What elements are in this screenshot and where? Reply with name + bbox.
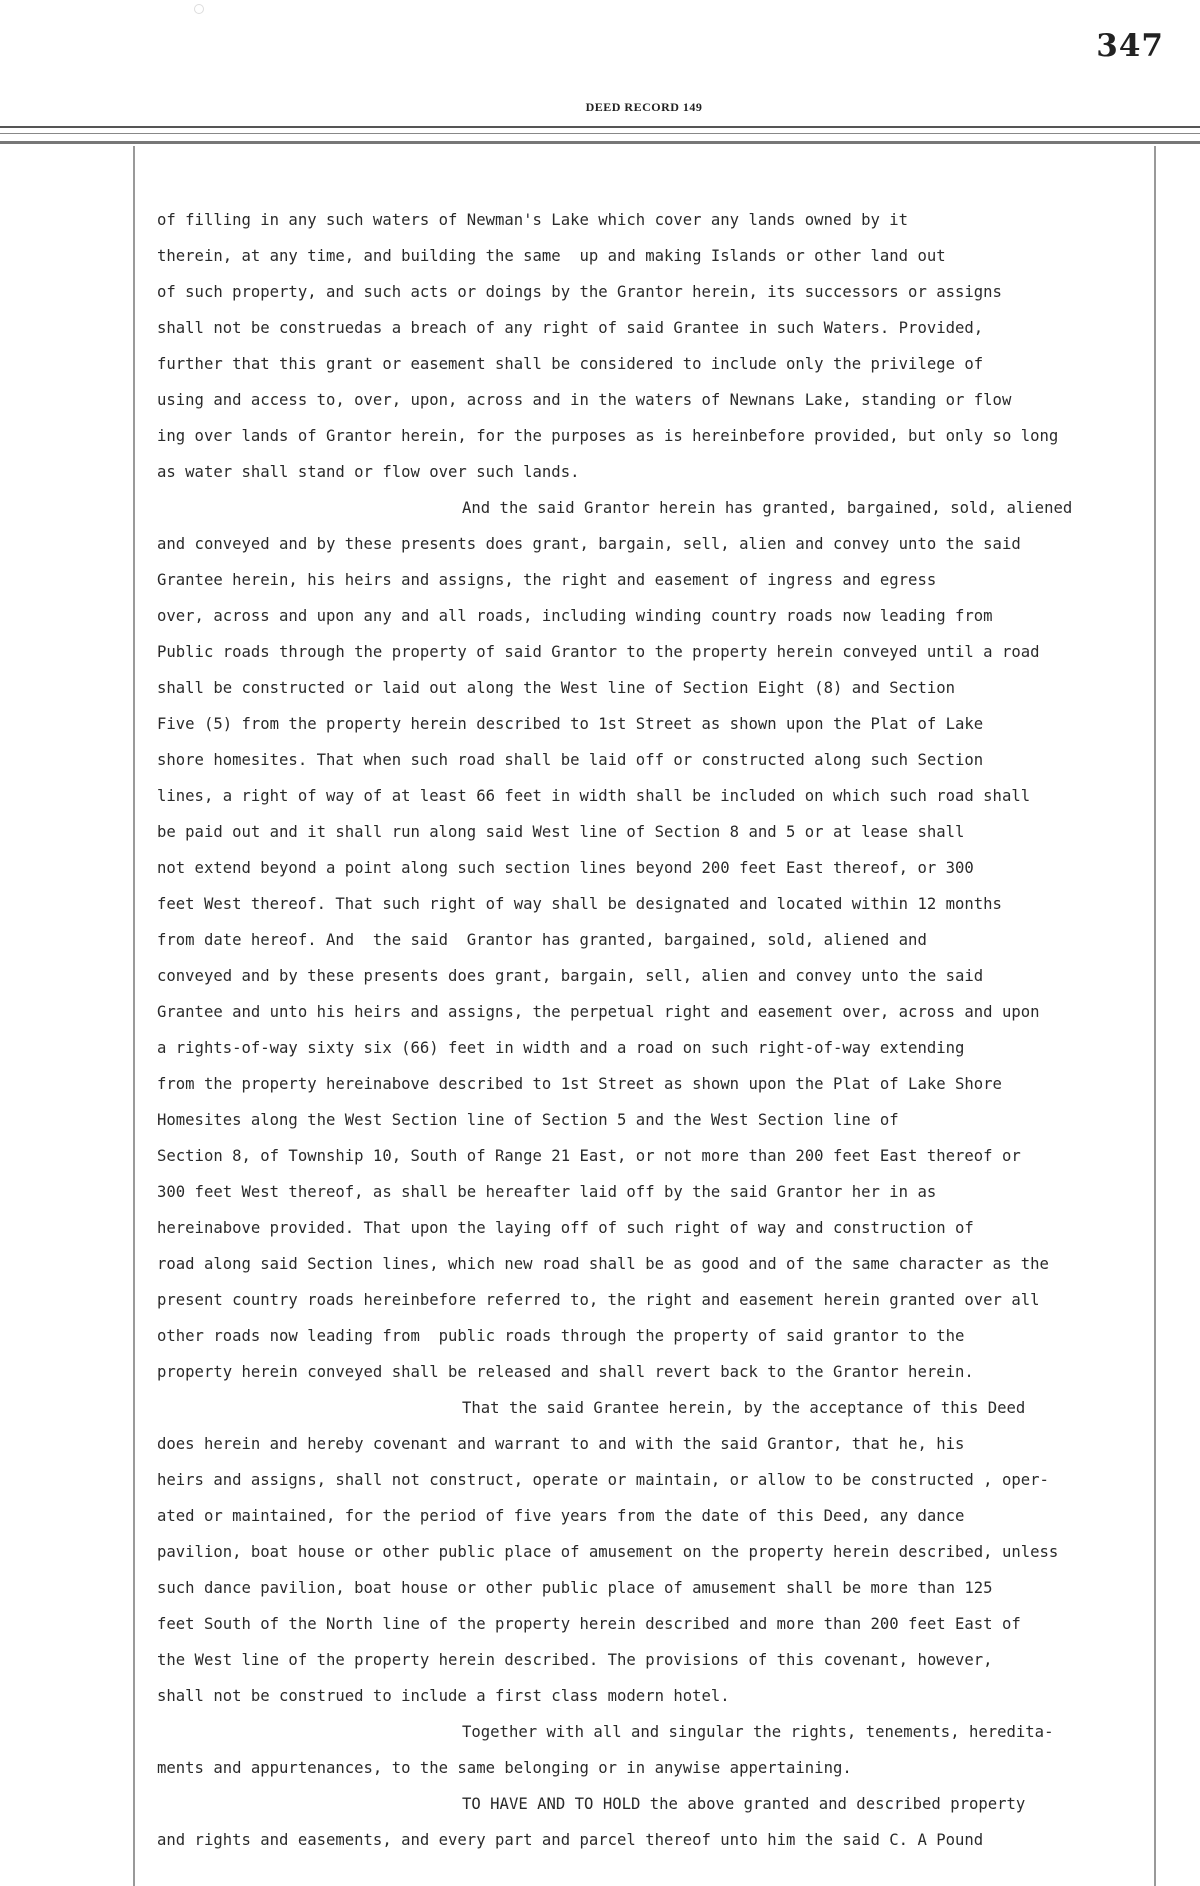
text-line: a rights-of-way sixty six (66) feet in width and a road on such right-of-way extending <box>157 1039 965 1057</box>
text-line: hereinabove provided. That upon the laying off of such right of way and construction of <box>157 1219 974 1237</box>
text-line: Together with all and singular the rights, tenements, heredita- <box>462 1723 1054 1741</box>
text-line: shall be constructed or laid out along the West line of Section Eight (8) and Section <box>157 679 955 697</box>
text-line: conveyed and by these presents does grant, bargain, sell, alien and convey unto the said <box>157 967 984 985</box>
text-line: shore homesites. That when such road shall be laid off or constructed along such Section <box>157 751 984 769</box>
left-margin-line <box>133 146 135 1886</box>
text-line: Five (5) from the property herein described to 1st Street as shown upon the Plat of Lake <box>157 715 984 733</box>
text-line: ments and appurtenances, to the same belonging or in anywise appertaining. <box>157 1759 852 1777</box>
text-line: the West line of the property herein described. The provisions of this covenant, however, <box>157 1651 993 1669</box>
text-line: be paid out and it shall run along said West line of Section 8 and 5 or at lease shall <box>157 823 965 841</box>
text-line: therein, at any time, and building the same up and making Islands or other land out <box>157 247 946 265</box>
text-line: present country roads hereinbefore referred to, the right and easement herein granted over all <box>157 1291 1040 1309</box>
text-line: road along said Section lines, which new road shall be as good and of the same character as the <box>157 1255 1049 1273</box>
page-number: 347 <box>1096 28 1164 64</box>
text-line: of filling in any such waters of Newman's Lake which cover any lands owned by it <box>157 211 909 229</box>
text-line: as water shall stand or flow over such lands. <box>157 463 580 481</box>
header-rule-middle <box>0 133 1200 134</box>
text-line: lines, a right of way of at least 66 feet in width shall be included on which such road shall <box>157 787 1031 805</box>
text-line: shall not be construedas a breach of any right of said Grantee in such Waters. Provided, <box>157 319 984 337</box>
text-line: shall not be construed to include a first class modern hotel. <box>157 1687 730 1705</box>
text-line: from date hereof. And the said Grantor has granted, bargained, sold, aliened and <box>157 931 927 949</box>
text-line: and rights and easements, and every part and parcel thereof unto him the said C. A Pound <box>157 1831 984 1849</box>
text-line: such dance pavilion, boat house or other public place of amusement shall be more than 125 <box>157 1579 993 1597</box>
deed-body-text <box>157 202 1187 1858</box>
text-line: feet South of the North line of the property herein described and more than 200 feet East of <box>157 1615 1021 1633</box>
text-line: over, across and upon any and all roads, including winding country roads now leading from <box>157 607 993 625</box>
text-line: Grantee herein, his heirs and assigns, the right and easement of ingress and egress <box>157 571 937 589</box>
text-line: Grantee and unto his heirs and assigns, the perpetual right and easement over, across and upon <box>157 1003 1040 1021</box>
text-line: feet West thereof. That such right of way shall be designated and located within 12 months <box>157 895 1002 913</box>
text-line: pavilion, boat house or other public place of amusement on the property herein described, unless <box>157 1543 1059 1561</box>
text-line: That the said Grantee herein, by the acceptance of this Deed <box>462 1399 1026 1417</box>
text-line: from the property hereinabove described to 1st Street as shown upon the Plat of Lake Shore <box>157 1075 1002 1093</box>
record-title: DEED RECORD 149 <box>585 100 703 114</box>
header-rule-top <box>0 126 1200 128</box>
text-line: Section 8, of Township 10, South of Range 21 East, or not more than 200 feet East thereof or <box>157 1147 1021 1165</box>
text-line: of such property, and such acts or doings by the Grantor herein, its successors or assigns <box>157 283 1002 301</box>
text-line: and conveyed and by these presents does grant, bargain, sell, alien and convey unto the said <box>157 535 1021 553</box>
text-line: other roads now leading from public roads through the property of said grantor to the <box>157 1327 965 1345</box>
text-line: ing over lands of Grantor herein, for the purposes as is hereinbefore provided, but only so long <box>157 427 1059 445</box>
text-line: ated or maintained, for the period of five years from the date of this Deed, any dance <box>157 1507 965 1525</box>
text-line: 300 feet West thereof, as shall be hereafter laid off by the said Grantor her in as <box>157 1183 937 1201</box>
text-line: heirs and assigns, shall not construct, operate or maintain, or allow to be constructed , oper- <box>157 1471 1049 1489</box>
text-line: does herein and hereby covenant and warrant to and with the said Grantor, that he, his <box>157 1435 965 1453</box>
text-line: Public roads through the property of said Grantor to the property herein conveyed until a road <box>157 643 1040 661</box>
text-line: using and access to, over, upon, across and in the waters of Newnans Lake, standing or flow <box>157 391 1012 409</box>
text-line: not extend beyond a point along such section lines beyond 200 feet East thereof, or 300 <box>157 859 974 877</box>
text-line: Homesites along the West Section line of Section 5 and the West Section line of <box>157 1111 899 1129</box>
paper-speck <box>194 4 204 14</box>
header-rule-bottom <box>0 141 1200 144</box>
text-line: TO HAVE AND TO HOLD the above granted and described property <box>462 1795 1026 1813</box>
text-line: And the said Grantor herein has granted, bargained, sold, aliened <box>462 499 1073 517</box>
text-line: further that this grant or easement shall be considered to include only the privilege of <box>157 355 984 373</box>
text-line: property herein conveyed shall be released and shall revert back to the Grantor herein. <box>157 1363 974 1381</box>
